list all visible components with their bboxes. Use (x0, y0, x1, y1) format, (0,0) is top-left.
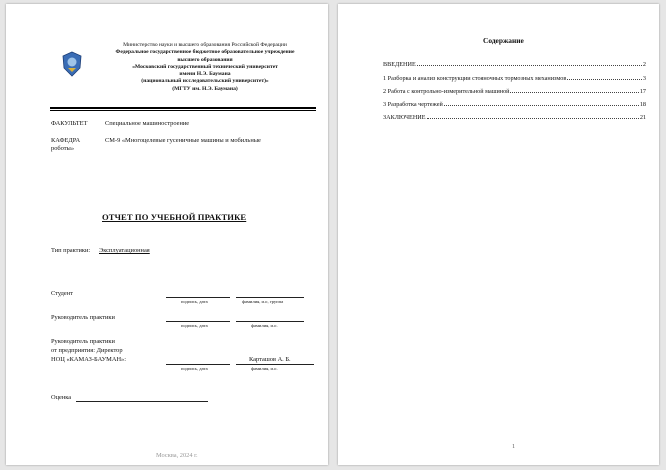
toc-entry[interactable] (383, 59, 646, 68)
student-label: Студент (51, 290, 73, 297)
student-name-caption: фамилия, и.о, группа (242, 299, 284, 304)
toc-entry-page: 21 (639, 114, 646, 121)
header-line-7: (МГТУ им. Н.Э. Баумана) (172, 85, 238, 92)
toc-entry[interactable] (383, 99, 646, 108)
title-page (6, 4, 328, 465)
practice-type-value: Эксплуатационная (99, 247, 150, 254)
supervisor-signature-line (166, 321, 230, 322)
enterprise-name-caption: фамилия, и.о. (251, 366, 278, 371)
page-number: 1 (512, 443, 516, 450)
department-value-continued: роботы» (51, 145, 75, 152)
university-crest-icon (61, 51, 83, 77)
toc-entry[interactable] (383, 86, 646, 95)
enterprise-name-line (236, 364, 314, 365)
enterprise-supervisor-line-3: НОЦ «КАМАЗ-БАУМАН»: (51, 356, 127, 363)
toc-entry-title: 3 Разработка чертежей (383, 101, 443, 108)
header-line-4: «Московский государственный технический университет (132, 63, 278, 70)
student-signature-line (166, 297, 230, 298)
report-title: ОТЧЕТ ПО УЧЕБНОЙ ПРАКТИКЕ (102, 212, 247, 222)
toc-title: Содержание (483, 36, 524, 45)
student-sign-caption: подпись, дата (181, 299, 208, 304)
header-line-3: высшего образования (177, 56, 233, 63)
university-header (90, 42, 320, 93)
toc-leader (510, 92, 638, 93)
toc-entry-title: 2 Работа с контрольно-измерительной машиной (383, 88, 510, 95)
toc-entry-page: 18 (639, 101, 646, 108)
toc-entry[interactable] (383, 73, 646, 82)
header-line-5: имени Н.Э. Баумана (179, 71, 231, 78)
page-footer: Москва, 2024 г. (156, 452, 198, 459)
faculty-label: ФАКУЛЬТЕТ (51, 120, 88, 127)
department-value: СМ-9 «Многоцелевые гусеничные машины и мобильные (105, 137, 261, 144)
faculty-value: Специальное машиностроение (105, 120, 190, 127)
toc-entry-title: ВВЕДЕНИЕ (383, 61, 416, 68)
toc-leader (427, 118, 639, 119)
grade-label: Оценка (51, 394, 72, 401)
header-line-6: (национальный исследовательский университет)» (141, 78, 269, 85)
header-rule-thin (50, 110, 316, 111)
enterprise-supervisor-name: Карташов А. Б. (249, 356, 291, 363)
supervisor-name-caption: фамилия, и.о. (251, 323, 278, 328)
toc-leader (444, 105, 639, 106)
header-line-2: Федеральное государственное бюджетное образовательное учреждение (115, 49, 295, 56)
supervisor-sign-caption: подпись, дата (181, 323, 208, 328)
toc-entry-title: 1 Разборка и анализ конструкции стояночных тормозных механизмов (383, 75, 567, 82)
enterprise-sign-caption: подпись, дата (181, 366, 208, 371)
department-label: КАФЕДРА (51, 137, 81, 144)
toc-entry[interactable] (383, 112, 646, 121)
supervisor-name-line (236, 321, 304, 322)
practice-type-label: Тип практики: (51, 247, 91, 254)
supervisor-label: Руководитель практики (51, 314, 115, 321)
header-line-1: Министерство науки и высшего образования Российской Федерации (123, 42, 287, 48)
toc-leader (417, 65, 642, 66)
toc-entry-page: 2 (642, 61, 646, 68)
enterprise-signature-line (166, 364, 230, 365)
toc-entry-page: 17 (639, 88, 646, 95)
toc-entry-page: 3 (642, 75, 646, 82)
contents-page (338, 4, 659, 465)
grade-line (76, 401, 208, 402)
enterprise-supervisor-line-1: Руководитель практики (51, 338, 115, 345)
enterprise-supervisor-line-2: от предприятия: Директор (51, 347, 123, 354)
toc-leader (567, 79, 642, 80)
toc-entry-title: ЗАКЛЮЧЕНИЕ (383, 114, 426, 121)
student-name-line (236, 297, 304, 298)
header-rule-thick (50, 107, 316, 109)
